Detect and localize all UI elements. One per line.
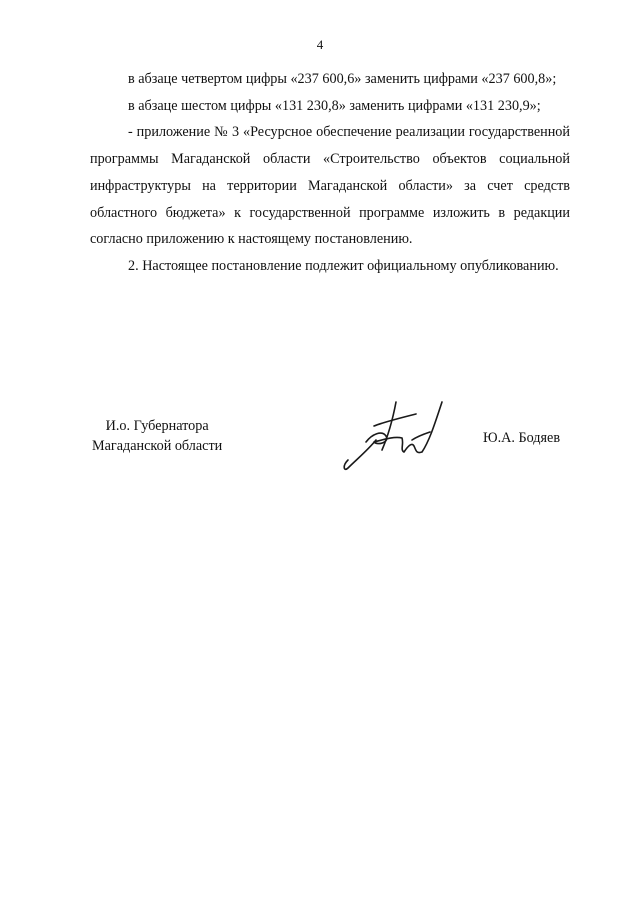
handwritten-signature <box>338 396 448 476</box>
signatory-position-line2: Магаданской области <box>92 438 223 454</box>
page-number: 4 <box>316 37 324 52</box>
paragraph-amendment-2: в абзаце шестом цифры «131 230,8» заменить цифрами «131 230,9»; <box>128 97 541 114</box>
document-body <box>90 66 570 280</box>
signatory-position <box>92 416 222 456</box>
paragraph-appendix: - приложение № 3 «Ресурсное обеспечение реализации государственной программы Магаданской области «Строительство объектов социальной инфраструктуры на территории Магаданской области» за счет средств областного бюджета» к государственной программе изложить в редакции согласно приложению к настоящему постановлению. <box>90 124 570 248</box>
signatory-name: Ю.А. Бодяев <box>483 430 561 446</box>
paragraph-amendment-1: в абзаце четвертом цифры «237 600,6» заменить цифрами «237 600,8»; <box>128 71 557 87</box>
paragraph-publication: 2. Настоящее постановление подлежит официальному опубликованию. <box>128 257 559 274</box>
signatory-position-line1: И.о. Губернатора <box>105 418 209 434</box>
